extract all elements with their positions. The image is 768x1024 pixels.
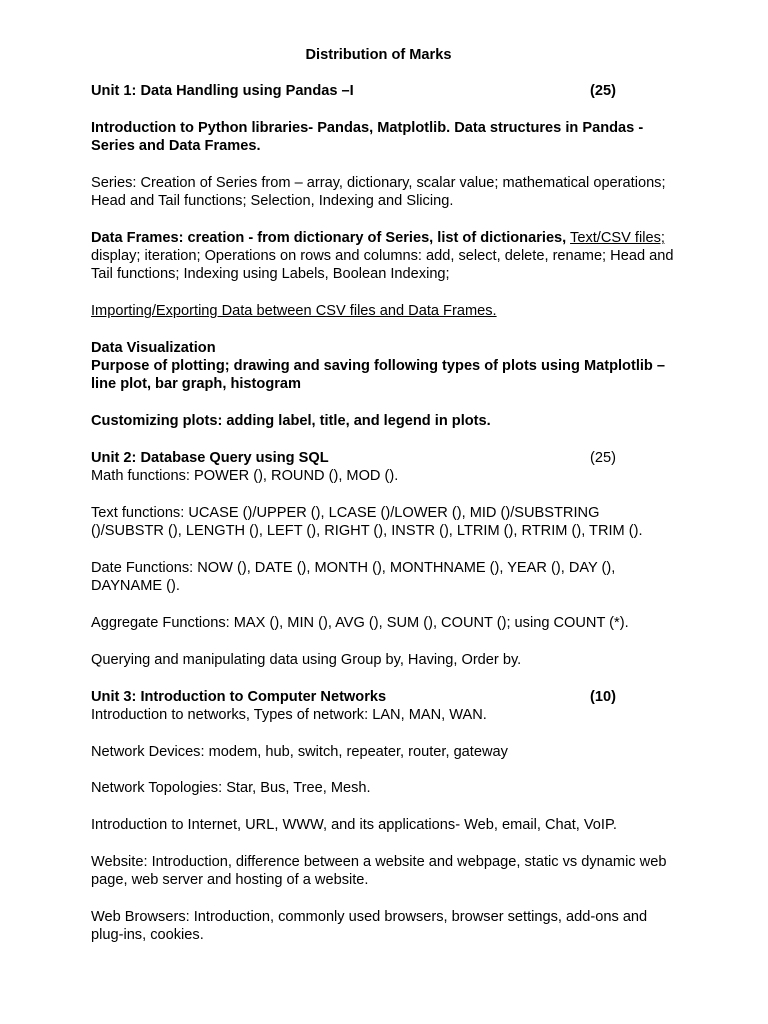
unit1-heading (91, 82, 616, 100)
unit3-internet: Introduction to Internet, URL, WWW, and its applications- Web, email, Chat, VoIP. (91, 817, 617, 834)
unit2-text: Text functions: UCASE ()/UPPER (), LCASE ()/LOWER (), MID ()/SUBSTRING ()/SUBSTR (), LENGTH (), LEFT (), RIGHT (), INSTR (), LTRIM (), RTRIM (), TRIM (). (91, 505, 643, 540)
unit1-dataframes-rest: display; iteration; Operations on rows and columns: add, select, delete, rename; Head and Tail functions; Indexing using Labels, Boolean Indexing; (91, 248, 674, 283)
page-title (91, 46, 676, 64)
unit3-browsers: Web Browsers: Introduction, commonly used browsers, browser settings, add-ons and plug-ins, cookies. (91, 908, 648, 944)
unit1-series: Series: Creation of Series from – array, dictionary, scalar value; mathematical operations; Head and Tail functions; Selection, Indexing and Slicing. (91, 175, 666, 210)
unit1-marks: (25) (590, 83, 616, 100)
unit2-title: Unit 2: Database Query using SQL (91, 450, 329, 466)
unit3-topologies: Network Topologies: Star, Bus, Tree, Mesh. (91, 780, 371, 797)
page-title-text: Distribution of Marks (305, 47, 452, 63)
unit3-marks: (10) (590, 688, 616, 705)
unit2-heading (91, 449, 616, 467)
unit1-customizing: Customizing plots: adding label, title, and legend in plots. (91, 413, 491, 430)
unit1-intro: Introduction to Python libraries- Pandas, Matplotlib. Data structures in Pandas - Series and Data Frames. (91, 120, 644, 155)
document-content (91, 46, 676, 963)
unit2-aggregate: Aggregate Functions: MAX (), MIN (), AVG (), SUM (), COUNT (); using COUNT (*). (91, 615, 629, 631)
unit1-dataframes-bold: Data Frames: creation - from dictionary of Series, list of dictionaries, (91, 230, 567, 246)
unit1-heading-row (91, 82, 676, 100)
unit1-viz-heading: Data Visualization (91, 340, 216, 356)
unit3-title: Unit 3: Introduction to Computer Networks (91, 688, 387, 705)
unit2-querying: Querying and manipulating data using Group by, Having, Order by. (91, 651, 522, 668)
unit3-intro: Introduction to networks, Types of network: LAN, MAN, WAN. (91, 706, 487, 723)
unit1-dataframes (91, 229, 676, 284)
unit2-math: Math functions: POWER (), ROUND (), MOD (). (91, 468, 399, 485)
unit1-dataframes-underline: Text/CSV files; (570, 230, 665, 246)
unit1-viz-purpose: Purpose of plotting; drawing and saving following types of plots using Matplotlib – line plot, bar graph, histogram (91, 358, 666, 393)
unit3-devices: Network Devices: modem, hub, switch, repeater, router, gateway (91, 743, 508, 760)
unit1-title: Unit 1: Data Handling using Pandas –I (91, 83, 354, 100)
unit3-heading (91, 688, 616, 706)
unit2-date: Date Functions: NOW (), DATE (), MONTH (), MONTHNAME (), YEAR (), DAY (), DAYNAME (). (91, 560, 616, 595)
unit2-marks: (25) (590, 450, 616, 466)
unit1-import-export: Importing/Exporting Data between CSV files and Data Frames. (91, 303, 497, 320)
unit3-website: Website: Introduction, difference between a website and webpage, static vs dynamic web page, web server and hosting of a website. (91, 853, 667, 889)
